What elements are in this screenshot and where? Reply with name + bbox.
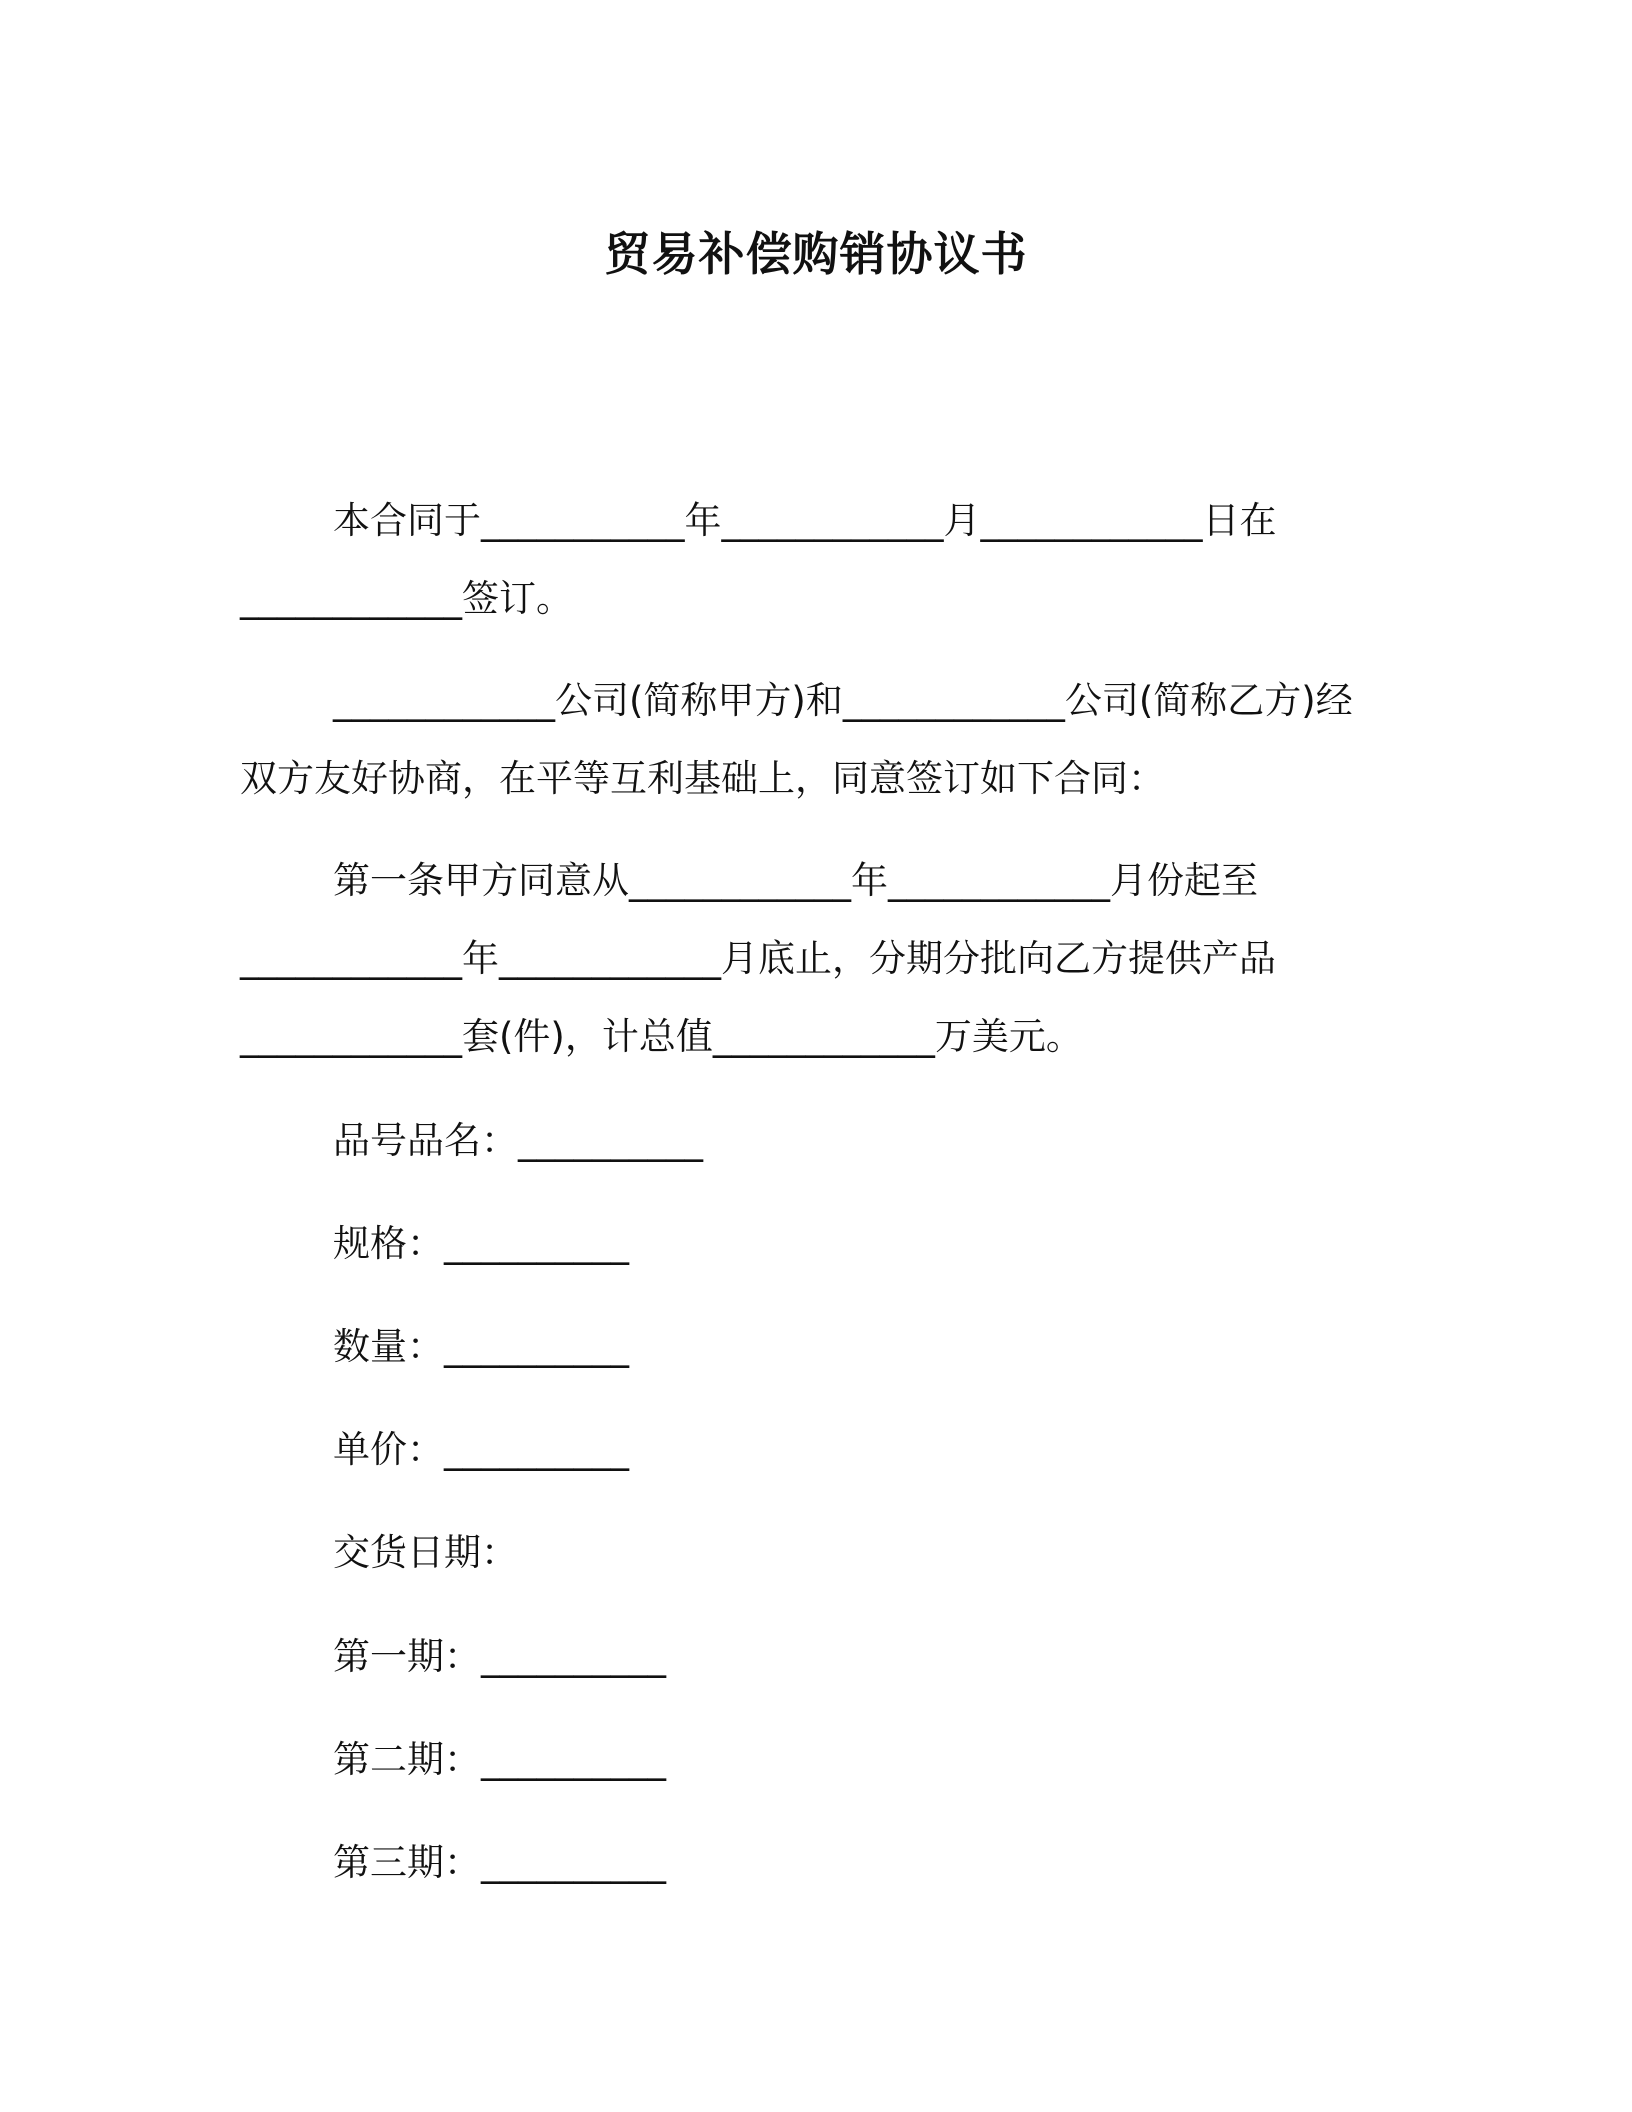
article-one-line-2: ____________年____________月底止，分期分批向乙方提供产品 — [240, 937, 1276, 980]
article-one-line-1: 第一条甲方同意从____________年____________月份起至 — [333, 859, 1258, 902]
document-title: 贸易补偿购销协议书 — [604, 227, 1028, 281]
parties-agreement-line: 双方友好协商，在平等互利基础上，同意签订如下合同： — [240, 757, 1165, 800]
phase-three-field: 第三期：__________ — [333, 1841, 666, 1884]
parties-line: ____________公司(简称甲方)和____________公司(简称乙方)经 — [333, 679, 1353, 722]
product-name-field: 品号品名：__________ — [333, 1119, 703, 1162]
contract-date-line: 本合同于___________年____________月____________日在 — [333, 499, 1277, 542]
delivery-date-heading: 交货日期： — [333, 1531, 518, 1574]
article-one-line-3: ____________套(件)，计总值____________万美元。 — [240, 1015, 1083, 1058]
spec-field: 规格：__________ — [333, 1222, 629, 1265]
phase-two-field: 第二期：__________ — [333, 1738, 666, 1781]
contract-place-line: ____________签订。 — [240, 577, 573, 620]
unit-price-field: 单价：__________ — [333, 1428, 629, 1471]
quantity-field: 数量：__________ — [333, 1325, 629, 1368]
phase-one-field: 第一期：__________ — [333, 1635, 666, 1678]
